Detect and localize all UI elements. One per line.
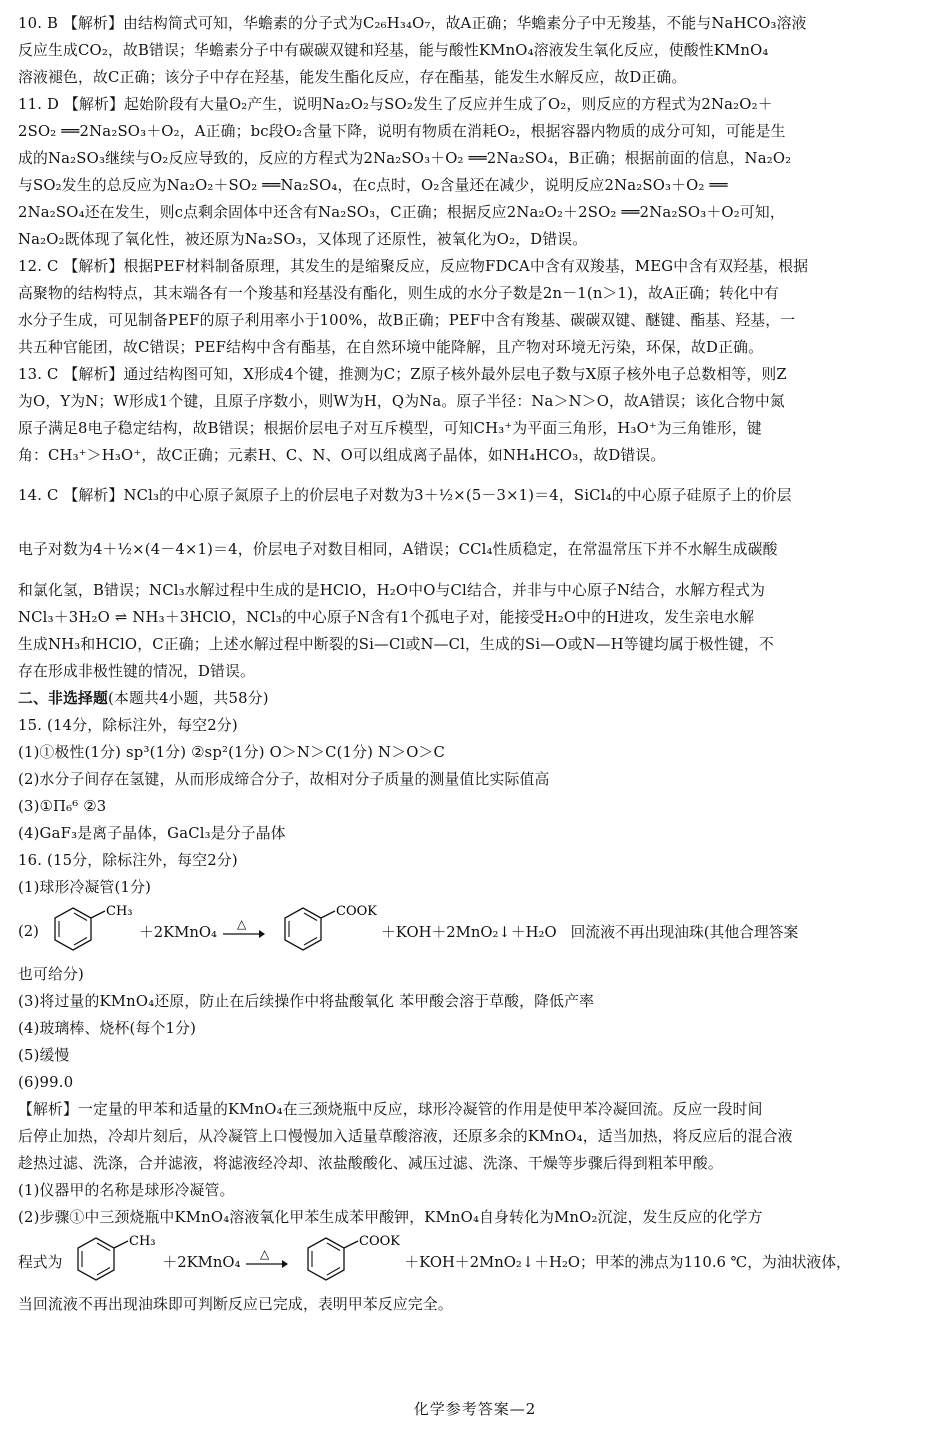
text-line: 也可给分) (18, 966, 84, 983)
text-line: 【解析】一定量的甲苯和适量的KMnO₄在三颈烧瓶中反应，球形冷凝管的作用是使甲苯冷凝回流。反应一段时间 (18, 1101, 763, 1118)
rxn-note: 回流液不再出现油珠(其他合理答案 (570, 923, 799, 941)
text-line: (2)步骤①中三颈烧瓶中KMnO₄溶液氧化甲苯生成苯甲酸钾，KMnO₄自身转化为MnO₂沉淀，发生反应的化学方 (18, 1209, 763, 1226)
text-line: 水分子生成，可见制备PEF的原子利用率小于100%，故B正确；PEF中含有羧基、碳碳双键、醚键、酯基、羟基，一 (18, 312, 796, 329)
answer-q14 (18, 469, 934, 685)
text-line: 与SO₂发生的总反应为Na₂O₂＋SO₂ ══Na₂SO₄，在c点时，O₂含量还在减少，说明反应2Na₂SO₃＋O₂ ══ (18, 177, 728, 194)
substituent-label: CH₃ (105, 904, 133, 919)
text-line: Na₂O₂既体现了氧化性，被还原为Na₂SO₃，又体现了还原性，被氧化为O₂，D错误。 (18, 231, 588, 248)
text-line: 16. (15分，除标注外，每空2分) (18, 852, 238, 869)
text-line: 溶液褪色，故C正确；该分子中存在羟基，能发生酯化反应，存在酯基，能发生水解反应，故D正确。 (18, 69, 687, 86)
text-line: 当回流液不再出现油珠即可判断反应已完成，表明甲苯反应完全。 (18, 1296, 453, 1313)
reaction-equation-1 (18, 901, 934, 961)
text-line: 和氯化氢，B错误；NCl₃水解过程中生成的是HClO，H₂O中O与Cl结合，并非与中心原子N结合，水解方程式为 (18, 582, 766, 599)
reaction-arrow-icon (244, 1246, 288, 1276)
text-line: 后停止加热，冷却片刻后，从冷凝管上口慢慢加入适量草酸溶液，还原多余的KMnO₄，适当加热，将反应后的混合液 (18, 1128, 793, 1145)
rxn-products: ＋KOH＋2MnO₂↓＋H₂O (380, 923, 557, 941)
text-line: 12. C 【解析】根据PEF材料制备原理，其发生的是缩聚反应，反应物FDCA中含有双羧基，MEG中含有双羟基，根据 (18, 258, 809, 275)
text-line: 13. C 【解析】通过结构图可知，X形成4个键，推测为C；Z原子核外最外层电子数与X原子核外电子总数相等，则Z (18, 366, 787, 383)
text-line: 电子对数为4＋½×(4－4×1)＝4，价层电子对数目相同，A错误；CCl₄性质稳定，在常温常压下并不水解生成碳酸 (18, 541, 778, 558)
text-line: 11. D 【解析】起始阶段有大量O₂产生，说明Na₂O₂与SO₂发生了反应并生成了O₂，则反应的方程式为2Na₂O₂＋ (18, 96, 773, 113)
rxn-products: ＋KOH＋2MnO₂↓＋H₂O；甲苯的沸点为110.6 ℃，为油状液体， (404, 1253, 851, 1271)
text-line: (2)水分子间存在氢键，从而形成缔合分子，故相对分子质量的测量值比实际值高 (18, 771, 550, 788)
rxn-reagent: ＋2KMnO₄ (162, 1253, 241, 1271)
text-line: 存在形成非极性键的情况，D错误。 (18, 663, 256, 680)
text-line: (5)缓慢 (18, 1047, 70, 1064)
text-line: 生成NH₃和HClO，C正确；上述水解过程中断裂的Si—Cl或N—Cl，生成的Si—O或N—H等键均属于极性键，不 (18, 636, 774, 653)
text-line: (4)玻璃棒、烧杯(每个1分) (18, 1020, 197, 1037)
text-line: 14. C 【解析】NCl₃的中心原子氮原子上的价层电子对数为3＋½×(5－3×1)＝4，SiCl₄的中心原子硅原子上的价层 (18, 487, 792, 504)
answers-q16-cont (18, 961, 934, 1231)
text-line: 2Na₂SO₄还在发生，则c点剩余固体中还含有Na₂SO₃，C正确；根据反应2Na₂O₂＋2SO₂ ══2Na₂SO₃＋O₂可知， (18, 204, 785, 221)
rxn-prefix: (2) (18, 922, 39, 940)
substituent-label: COOK (335, 904, 377, 919)
heat-symbol: △ (260, 1247, 270, 1261)
section-heading (18, 685, 934, 712)
text-line: 15. (14分，除标注外，每空2分) (18, 717, 238, 734)
potassium-benzoate-structure-icon (296, 1232, 400, 1290)
answer-page (18, 10, 934, 1318)
rxn-reagent: ＋2KMnO₄ (138, 923, 217, 941)
answers-q15-16 (18, 712, 934, 901)
text-line: 反应生成CO₂，故B错误；华蟾素分子中有碳碳双键和羟基，能与酸性KMnO₄溶液发生氧化反应，使酸性KMnO₄ (18, 42, 769, 59)
substituent-label: CH₃ (129, 1234, 156, 1249)
text-line: 原子满足8电子稳定结构，故B错误；根据价层电子对互斥模型，可知CH₃⁺为平面三角形，H₃O⁺为三角锥形，键 (18, 420, 762, 437)
text-line: 成的Na₂SO₃继续与O₂反应导致的，反应的方程式为2Na₂SO₃＋O₂ ══2Na₂SO₄，B正确；根据前面的信息，Na₂O₂ (18, 150, 792, 167)
text-line: 趁热过滤、洗涤，合并滤液，将滤液经冷却、浓盐酸酸化、减压过滤、洗涤、干燥等步骤后得到粗苯甲酸。 (18, 1155, 723, 1172)
text-line: 为O，Y为N；W形成1个键，且原子序数小，则W为H，Q为Na。原子半径：Na＞N＞O，故A错误；该化合物中氮 (18, 393, 785, 410)
text-line: (1)仪器甲的名称是球形冷凝管。 (18, 1182, 235, 1199)
section-title: 二、非选择题 (18, 690, 108, 707)
text-line: (3)①Π₆⁶ ②3 (18, 798, 107, 815)
substituent-label: COOK (359, 1234, 401, 1249)
toluene-structure-icon (43, 902, 135, 960)
rxn-prefix: 程式为 (18, 1253, 63, 1271)
potassium-benzoate-structure-icon (273, 902, 377, 960)
text-line: 角：CH₃⁺＞H₃O⁺，故C正确；元素H、C、N、O可以组成离子晶体，如NH₄HCO₃，故D错误。 (18, 447, 666, 464)
page-footer: 化学参考答案—2 (413, 1400, 537, 1418)
text-line: (3)将过量的KMnO₄还原，防止在后续操作中将盐酸氧化 苯甲酸会溶于草酸，降低产率 (18, 993, 595, 1010)
reaction-arrow-icon (221, 916, 265, 946)
text-line: 共五种官能团，故C错误；PEF结构中含有酯基，在自然环境中能降解，且产物对环境无污染，环保，故D正确。 (18, 339, 764, 356)
answers-q10-13 (18, 10, 934, 469)
text-line: 10. B 【解析】由结构简式可知，华蟾素的分子式为C₂₆H₃₄O₇，故A正确；华蟾素分子中无羧基，不能与NaHCO₃溶液 (18, 15, 807, 32)
reaction-equation-2 (18, 1231, 934, 1291)
text-line: NCl₃＋3H₂O ⇌ NH₃＋3HClO，NCl₃的中心原子N含有1个孤电子对，能接受H₂O中的H进攻，发生亲电水解 (18, 609, 755, 626)
text-line: (1)①极性(1分) sp³(1分) ②sp²(1分) O＞N＞C(1分) N＞O＞C (18, 744, 446, 761)
text-line: 2SO₂ ══2Na₂SO₃＋O₂，A正确；bc段O₂含量下降，说明有物质在消耗O₂，根据容器内物质的成分可知，可能是生 (18, 123, 786, 140)
section-note: (本题共4小题，共58分) (107, 690, 269, 707)
heat-symbol: △ (236, 917, 247, 931)
toluene-structure-icon (66, 1232, 158, 1290)
text-line: 高聚物的结构特点，其末端各有一个羧基和羟基没有酯化，则生成的水分子数是2n－1(n＞1)，故A正确；转化中有 (18, 285, 779, 302)
text-line: (4)GaF₃是离子晶体，GaCl₃是分子晶体 (18, 825, 286, 842)
text-line: (6)99.0 (18, 1074, 74, 1091)
text-line: (1)球形冷凝管(1分) (18, 879, 152, 896)
